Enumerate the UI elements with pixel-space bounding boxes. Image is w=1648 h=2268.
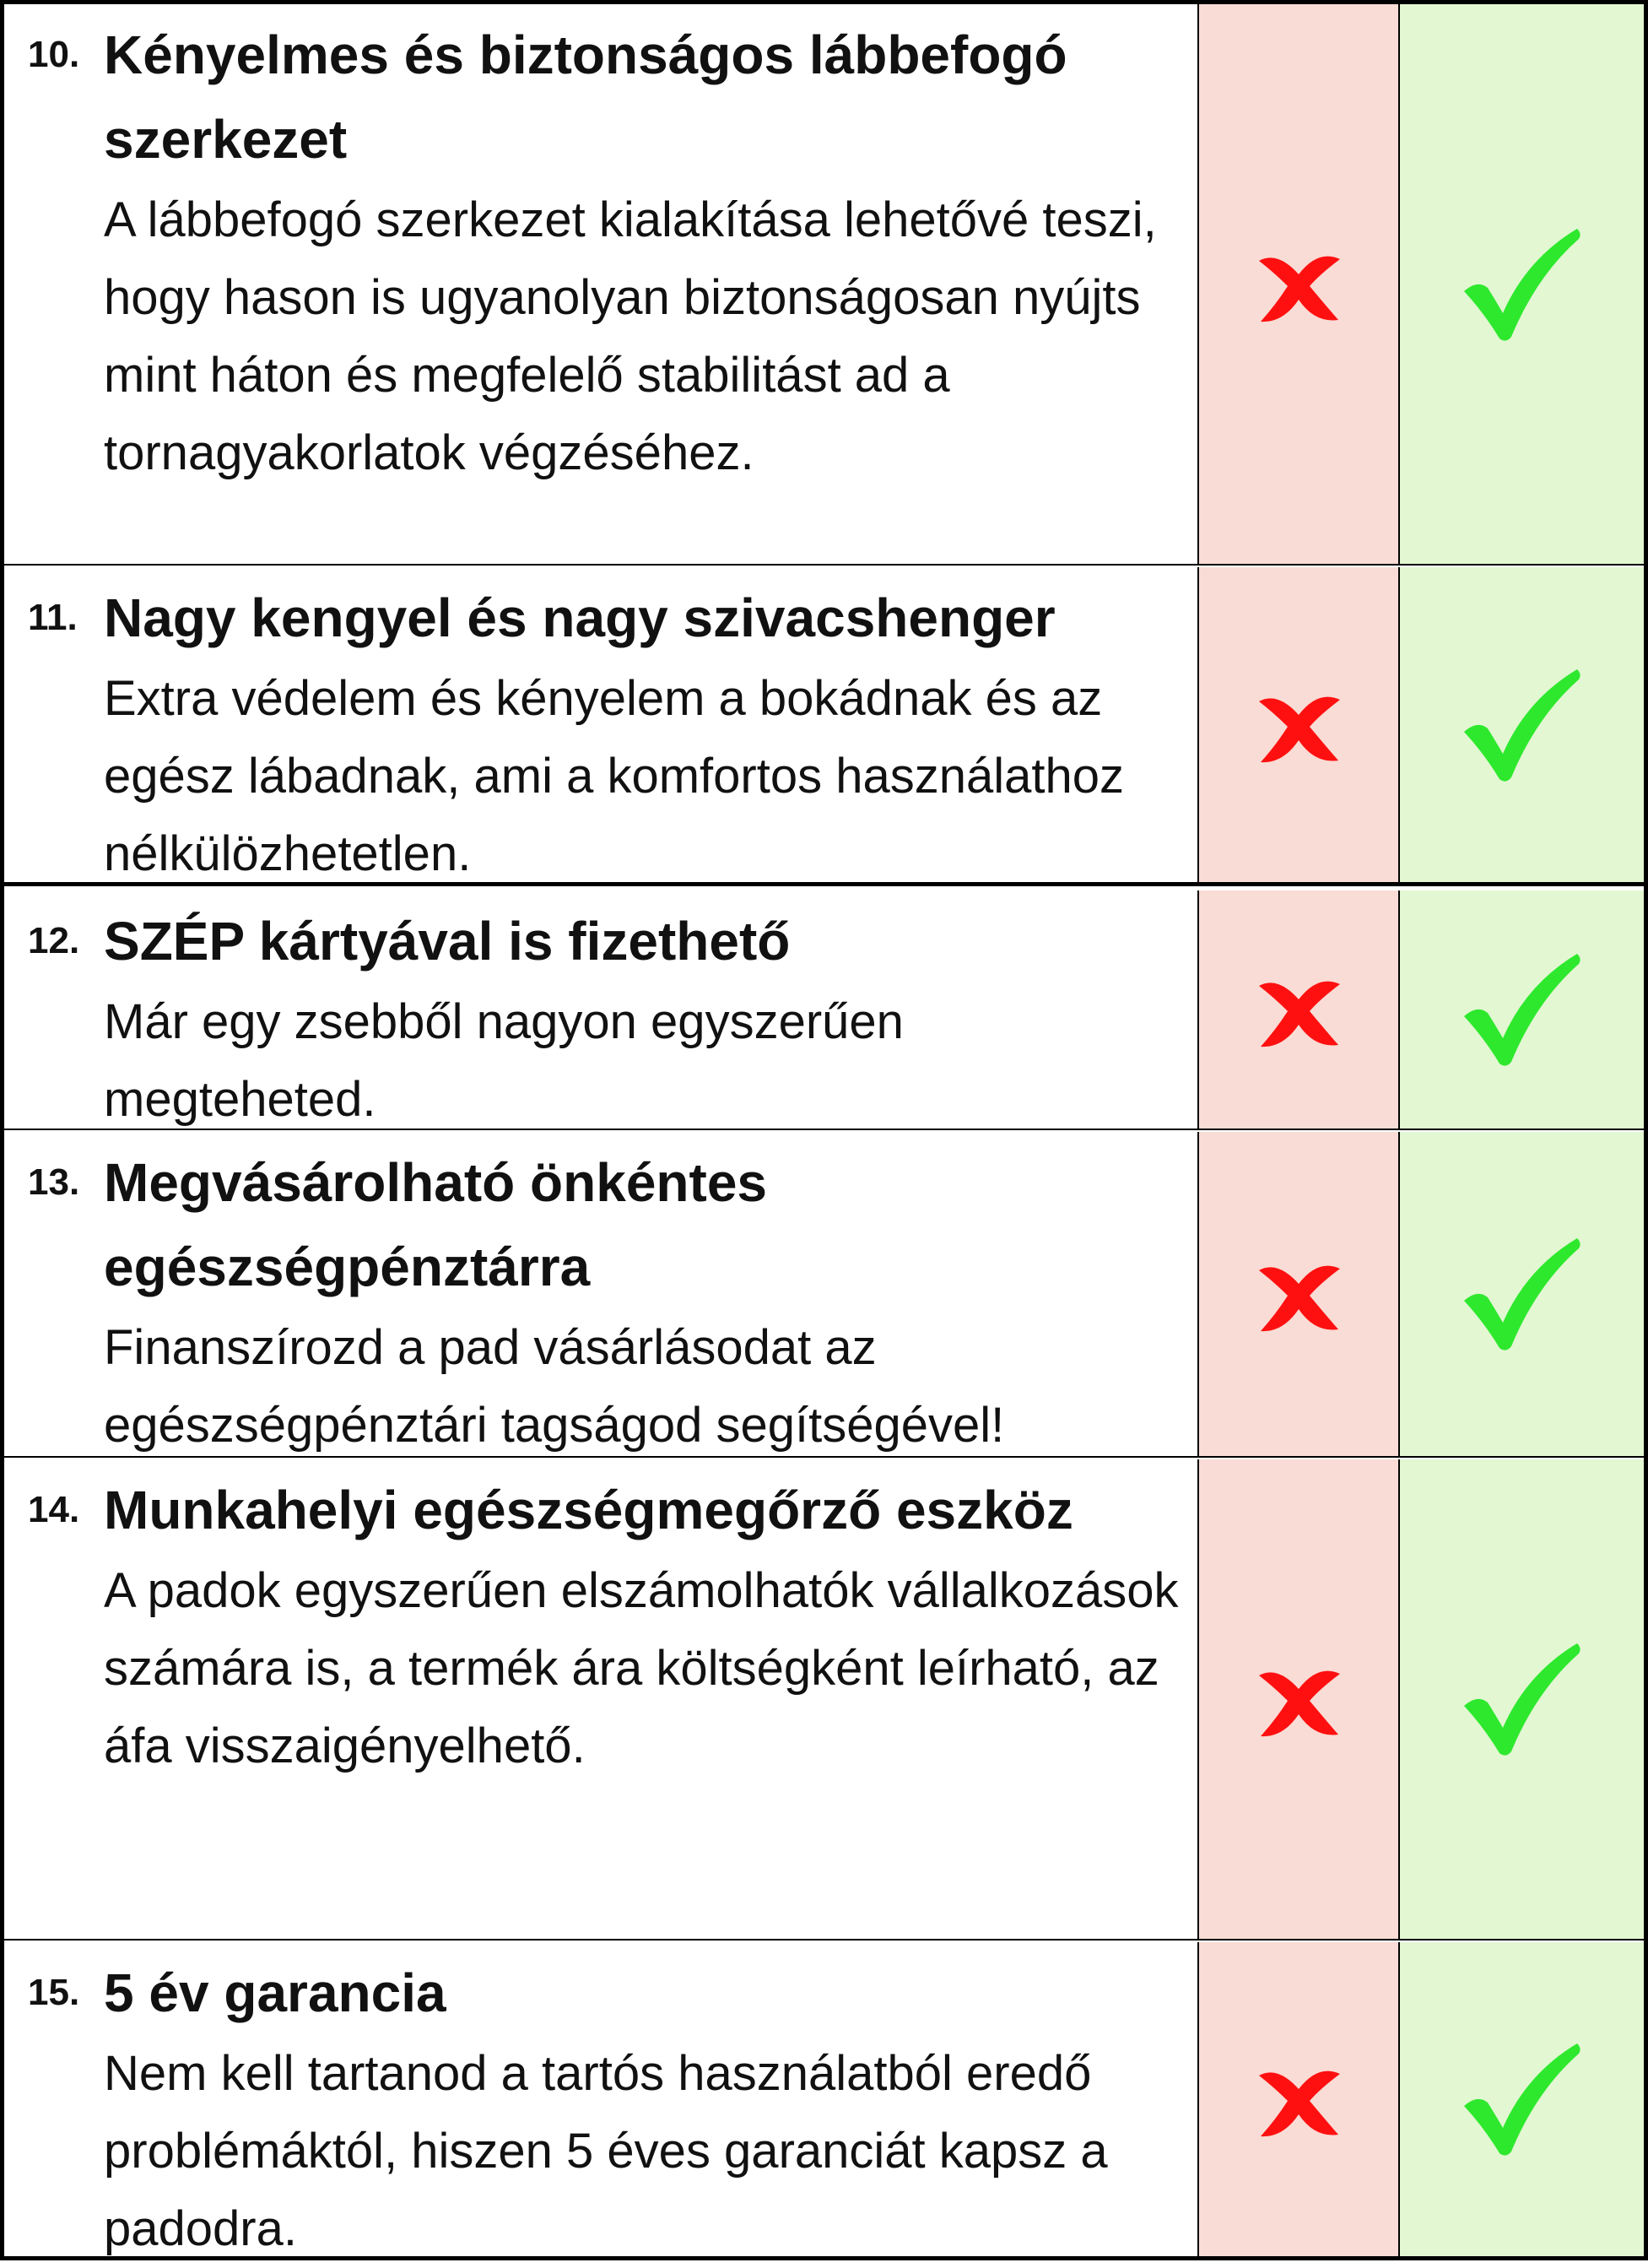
- competitor-cell: [1199, 567, 1400, 882]
- feature-cell: [4, 4, 1199, 564]
- table-row: [4, 567, 1644, 886]
- feature-number: 11.: [28, 597, 78, 638]
- table-row: [4, 1459, 1644, 1941]
- feature-cell: [4, 890, 1199, 1129]
- feature-title: 5 év garancia: [104, 1962, 446, 2023]
- feature-description: Már egy zsebből nagyon egyszerűen megteheted.: [104, 994, 904, 1127]
- feature-title: Nagy kengyel és nagy szivacshenger: [104, 587, 1056, 648]
- feature-number: 10.: [28, 34, 80, 75]
- feature-cell: [4, 1942, 1199, 2256]
- green-check-icon: [1459, 2040, 1586, 2158]
- competitor-cell: [1199, 1132, 1400, 1456]
- feature-title: Munkahelyi egészségmegőrző eszköz: [104, 1480, 1073, 1540]
- red-cross-icon: [1252, 1657, 1345, 1741]
- table-row: [4, 890, 1644, 1130]
- feature-cell: [4, 1132, 1199, 1456]
- feature-description: Finanszírozd a pad vásárlásodat az egészségpénztári tagságod segítségével!: [104, 1320, 1005, 1453]
- competitor-cell: [1199, 1459, 1400, 1939]
- red-cross-icon: [1252, 2057, 1345, 2141]
- green-check-icon: [1459, 1235, 1586, 1353]
- green-check-icon: [1459, 950, 1586, 1069]
- product-cell: [1400, 1132, 1644, 1456]
- red-cross-icon: [1252, 967, 1345, 1052]
- competitor-cell: [1199, 4, 1400, 564]
- feature-description: Nem kell tartanod a tartós használatból eredő problémáktól, hiszen 5 éves garanciát kapsz a padodra.: [104, 2046, 1108, 2256]
- product-cell: [1400, 1459, 1644, 1939]
- green-check-icon: [1459, 1640, 1586, 1758]
- feature-title: Kényelmes és biztonságos lábbefogó szerkezet: [104, 24, 1067, 170]
- red-cross-icon: [1252, 242, 1345, 327]
- feature-cell: [4, 567, 1199, 882]
- feature-description: A lábbefogó szerkezet kialakítása lehetővé teszi, hogy hason is ugyanolyan biztonságosan nyújts mint háton és megfelelő stabilitást ad a tornagyakorlatok végzéséhez.: [104, 192, 1157, 480]
- table-row: [4, 4, 1644, 566]
- competitor-cell: [1199, 1942, 1400, 2256]
- feature-number: 15.: [28, 1972, 80, 2013]
- red-cross-icon: [1252, 1252, 1345, 1336]
- feature-cell: [4, 1459, 1199, 1939]
- feature-title: Megvásárolható önkéntes egészségpénztárra: [104, 1152, 767, 1297]
- feature-number: 14.: [28, 1489, 80, 1530]
- feature-number: 12.: [28, 920, 80, 961]
- product-cell: [1400, 890, 1644, 1129]
- green-check-icon: [1459, 225, 1586, 344]
- product-cell: [1400, 4, 1644, 564]
- table-row: [4, 1942, 1644, 2256]
- red-cross-icon: [1252, 683, 1345, 767]
- feature-number: 13.: [28, 1161, 80, 1203]
- feature-description: A padok egyszerűen elszámolhatók vállalkozások számára is, a termék ára költségként leírható, az áfa visszaigényelhető.: [104, 1563, 1179, 1773]
- green-check-icon: [1459, 666, 1586, 784]
- product-cell: [1400, 1942, 1644, 2256]
- product-cell: [1400, 567, 1644, 882]
- table-row: [4, 1132, 1644, 1458]
- competitor-cell: [1199, 890, 1400, 1129]
- feature-description: Extra védelem és kényelem a bokádnak és az egész lábadnak, ami a komfortos használathoz nélkülözhetetlen.: [104, 671, 1125, 881]
- feature-title: SZÉP kártyával is fizethető: [104, 911, 791, 972]
